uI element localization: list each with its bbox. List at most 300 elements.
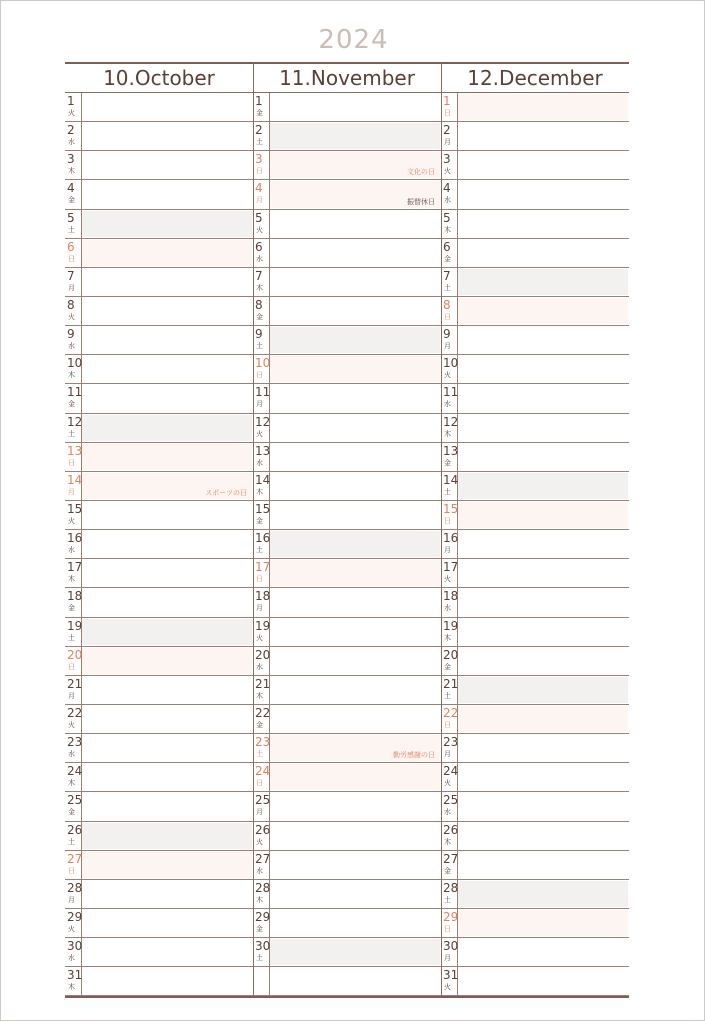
day-row[interactable] bbox=[253, 647, 441, 676]
day-row[interactable] bbox=[253, 151, 441, 180]
day-entry-area[interactable] bbox=[457, 648, 628, 674]
day-row[interactable] bbox=[65, 559, 253, 588]
day-number: 8 bbox=[67, 297, 75, 312]
day-entry-area[interactable] bbox=[81, 881, 252, 907]
day-row[interactable] bbox=[253, 297, 441, 326]
day-row[interactable] bbox=[441, 851, 629, 880]
weekday-label: 土 bbox=[256, 954, 263, 963]
day-number: 29 bbox=[67, 909, 83, 924]
day-number: 22 bbox=[255, 705, 271, 720]
day-entry-area[interactable] bbox=[269, 619, 440, 645]
weekday-label: 火 bbox=[444, 371, 451, 380]
date-column-divider bbox=[269, 151, 270, 179]
day-entry-area[interactable] bbox=[81, 181, 252, 207]
day-entry-area[interactable] bbox=[81, 823, 252, 849]
day-number: 18 bbox=[255, 589, 271, 604]
day-entry-area[interactable] bbox=[81, 793, 252, 819]
day-row[interactable] bbox=[65, 355, 253, 384]
day-entry-area[interactable] bbox=[269, 211, 440, 237]
day-entry-area[interactable] bbox=[269, 444, 440, 470]
day-row[interactable] bbox=[65, 938, 253, 967]
date-column-divider bbox=[457, 326, 458, 354]
day-entry-area[interactable] bbox=[457, 910, 628, 936]
day-number: 25 bbox=[443, 793, 459, 808]
day-row[interactable] bbox=[441, 880, 629, 909]
day-entry-area[interactable] bbox=[457, 327, 628, 353]
day-number: 24 bbox=[255, 764, 271, 779]
day-row[interactable] bbox=[441, 443, 629, 472]
day-entry-area[interactable] bbox=[81, 910, 252, 936]
day-row[interactable] bbox=[253, 355, 441, 384]
weekday-label: 水 bbox=[256, 662, 263, 671]
weekday-label: 木 bbox=[256, 283, 263, 292]
day-row[interactable] bbox=[441, 792, 629, 821]
day-row[interactable] bbox=[253, 676, 441, 705]
day-row[interactable] bbox=[253, 239, 441, 268]
day-entry-area[interactable] bbox=[269, 94, 440, 120]
day-row[interactable] bbox=[65, 443, 253, 472]
weekday-label: 月 bbox=[68, 487, 75, 496]
day-number: 24 bbox=[443, 764, 459, 779]
day-row[interactable] bbox=[65, 851, 253, 880]
day-entry-area[interactable] bbox=[457, 706, 628, 732]
day-row[interactable] bbox=[65, 297, 253, 326]
day-number: 30 bbox=[67, 939, 83, 954]
day-entry-area[interactable] bbox=[269, 356, 440, 382]
day-entry-area[interactable] bbox=[269, 123, 440, 149]
day-number: 3 bbox=[67, 152, 75, 167]
day-entry-area[interactable] bbox=[269, 473, 440, 499]
day-row[interactable] bbox=[441, 268, 629, 297]
day-entry-area[interactable] bbox=[457, 123, 628, 149]
day-entry-area[interactable] bbox=[457, 852, 628, 878]
day-number: 11 bbox=[443, 385, 459, 400]
day-row[interactable] bbox=[65, 734, 253, 763]
weekday-label: 月 bbox=[256, 400, 263, 409]
day-entry-area[interactable] bbox=[269, 240, 440, 266]
day-row[interactable] bbox=[65, 239, 253, 268]
day-number: 18 bbox=[443, 589, 459, 604]
date-column-divider bbox=[81, 326, 82, 354]
month-header: 10.October bbox=[103, 66, 215, 90]
day-number: 14 bbox=[255, 472, 271, 487]
day-number: 16 bbox=[255, 531, 271, 546]
day-number: 9 bbox=[443, 327, 451, 342]
day-row[interactable] bbox=[441, 559, 629, 588]
day-row[interactable] bbox=[441, 734, 629, 763]
day-entry-area[interactable] bbox=[269, 852, 440, 878]
day-entry-area[interactable] bbox=[269, 502, 440, 528]
day-row[interactable] bbox=[253, 792, 441, 821]
day-entry-area[interactable] bbox=[269, 589, 440, 615]
day-number: 12 bbox=[443, 414, 459, 429]
day-entry-area[interactable] bbox=[269, 823, 440, 849]
weekday-label: 日 bbox=[256, 779, 263, 788]
day-entry-area[interactable] bbox=[81, 415, 252, 441]
day-entry-area[interactable] bbox=[81, 269, 252, 295]
weekday-label: 土 bbox=[444, 283, 451, 292]
day-number: 6 bbox=[67, 239, 75, 254]
day-row[interactable] bbox=[441, 93, 629, 122]
day-row[interactable] bbox=[253, 822, 441, 851]
day-entry-area[interactable] bbox=[457, 531, 628, 557]
day-entry-area[interactable] bbox=[269, 677, 440, 703]
day-number: 1 bbox=[255, 94, 263, 108]
month-column-december bbox=[441, 62, 629, 998]
day-row[interactable] bbox=[65, 588, 253, 617]
day-entry-area[interactable] bbox=[81, 648, 252, 674]
day-number: 9 bbox=[67, 327, 75, 342]
day-number: 12 bbox=[67, 414, 83, 429]
day-row[interactable] bbox=[65, 122, 253, 151]
day-row[interactable] bbox=[65, 530, 253, 559]
weekday-label: 月 bbox=[256, 196, 263, 205]
day-entry-area[interactable] bbox=[81, 677, 252, 703]
weekday-label: 水 bbox=[444, 196, 451, 205]
day-entry-area[interactable] bbox=[81, 356, 252, 382]
day-entry-area[interactable] bbox=[269, 881, 440, 907]
day-entry-area[interactable] bbox=[457, 677, 628, 703]
weekday-label: 土 bbox=[256, 546, 263, 555]
day-row[interactable] bbox=[65, 326, 253, 355]
day-row[interactable] bbox=[65, 210, 253, 239]
day-row[interactable] bbox=[253, 326, 441, 355]
day-entry-area[interactable] bbox=[457, 415, 628, 441]
day-row[interactable] bbox=[253, 268, 441, 297]
weekday-label: 木 bbox=[444, 633, 451, 642]
day-number: 2 bbox=[255, 123, 263, 138]
day-entry-area[interactable] bbox=[457, 939, 628, 965]
date-column-divider bbox=[457, 151, 458, 179]
date-column-divider bbox=[81, 122, 82, 150]
day-row[interactable] bbox=[441, 938, 629, 967]
day-entry-area[interactable] bbox=[81, 852, 252, 878]
day-number: 17 bbox=[443, 560, 459, 575]
day-entry-area[interactable] bbox=[457, 269, 628, 295]
column-divider bbox=[253, 62, 254, 998]
day-number: 10 bbox=[443, 356, 459, 371]
day-row[interactable] bbox=[253, 180, 441, 209]
day-row[interactable] bbox=[65, 472, 253, 501]
day-entry-area[interactable] bbox=[457, 823, 628, 849]
day-entry-area[interactable] bbox=[269, 706, 440, 732]
day-entry-area[interactable] bbox=[81, 735, 252, 761]
day-number: 29 bbox=[443, 909, 459, 924]
day-number: 31 bbox=[67, 968, 83, 983]
day-row[interactable] bbox=[65, 967, 253, 996]
day-row[interactable] bbox=[441, 355, 629, 384]
day-row[interactable] bbox=[253, 705, 441, 734]
day-row[interactable] bbox=[65, 705, 253, 734]
day-entry-area[interactable] bbox=[457, 764, 628, 790]
day-entry-area[interactable] bbox=[269, 910, 440, 936]
day-entry-area[interactable] bbox=[81, 968, 252, 994]
month-header: 12.December bbox=[467, 66, 603, 90]
weekday-label: 日 bbox=[444, 720, 451, 729]
day-number: 22 bbox=[67, 705, 83, 720]
month-column-november bbox=[253, 62, 441, 998]
day-entry-area[interactable] bbox=[457, 181, 628, 207]
date-column-divider bbox=[457, 297, 458, 325]
weekday-label: 木 bbox=[256, 691, 263, 700]
day-entry-area[interactable] bbox=[457, 560, 628, 586]
date-column-divider bbox=[81, 239, 82, 267]
day-entry-area[interactable] bbox=[81, 560, 252, 586]
day-number: 13 bbox=[255, 443, 271, 458]
weekday-label: 金 bbox=[256, 924, 263, 933]
day-row[interactable] bbox=[441, 588, 629, 617]
day-number: 14 bbox=[67, 472, 83, 487]
day-entry-area[interactable] bbox=[81, 240, 252, 266]
day-row[interactable] bbox=[253, 443, 441, 472]
date-column-divider bbox=[269, 239, 270, 267]
day-row[interactable] bbox=[65, 151, 253, 180]
date-column-divider bbox=[81, 268, 82, 296]
day-row[interactable] bbox=[441, 151, 629, 180]
day-number: 4 bbox=[255, 181, 263, 196]
weekday-label: 金 bbox=[444, 254, 451, 263]
day-entry-area[interactable] bbox=[81, 619, 252, 645]
day-row[interactable] bbox=[253, 501, 441, 530]
day-row[interactable] bbox=[253, 851, 441, 880]
day-row[interactable] bbox=[441, 384, 629, 413]
date-column-divider bbox=[81, 151, 82, 179]
day-row[interactable] bbox=[441, 180, 629, 209]
day-row[interactable] bbox=[441, 414, 629, 443]
day-entry-area[interactable] bbox=[457, 619, 628, 645]
day-row[interactable] bbox=[441, 501, 629, 530]
day-entry-area[interactable] bbox=[457, 94, 628, 120]
date-column-divider bbox=[81, 180, 82, 208]
weekday-label: 水 bbox=[256, 254, 263, 263]
day-row[interactable] bbox=[441, 676, 629, 705]
day-entry-area[interactable] bbox=[269, 764, 440, 790]
day-number: 1 bbox=[443, 94, 451, 108]
day-number: 5 bbox=[443, 210, 451, 225]
day-row[interactable] bbox=[253, 618, 441, 647]
day-entry-area[interactable] bbox=[457, 298, 628, 324]
day-row[interactable] bbox=[441, 909, 629, 938]
day-number: 17 bbox=[67, 560, 83, 575]
date-column-divider bbox=[457, 122, 458, 150]
date-column-divider bbox=[457, 210, 458, 238]
day-number: 21 bbox=[443, 676, 459, 691]
day-entry-area[interactable] bbox=[81, 385, 252, 411]
day-entry-area[interactable] bbox=[81, 94, 252, 120]
day-entry-area[interactable] bbox=[81, 706, 252, 732]
day-number: 29 bbox=[255, 909, 271, 924]
day-entry-area[interactable] bbox=[269, 298, 440, 324]
weekday-label: 土 bbox=[68, 429, 75, 438]
day-number: 28 bbox=[443, 880, 459, 895]
calendar-grid bbox=[65, 62, 629, 998]
date-column-divider bbox=[457, 239, 458, 267]
day-entry-area[interactable] bbox=[81, 589, 252, 615]
month-header: 11.November bbox=[279, 66, 415, 90]
day-number: 26 bbox=[255, 822, 271, 837]
day-row[interactable] bbox=[253, 530, 441, 559]
day-row[interactable] bbox=[65, 880, 253, 909]
day-row[interactable] bbox=[441, 297, 629, 326]
day-row[interactable] bbox=[65, 763, 253, 792]
day-row[interactable] bbox=[253, 734, 441, 763]
day-row[interactable] bbox=[253, 93, 441, 122]
day-row[interactable] bbox=[65, 268, 253, 297]
day-number: 8 bbox=[255, 297, 263, 312]
day-row[interactable] bbox=[253, 384, 441, 413]
day-row[interactable] bbox=[441, 822, 629, 851]
day-entry-area[interactable] bbox=[457, 881, 628, 907]
day-entry-area[interactable] bbox=[457, 152, 628, 178]
day-rows bbox=[253, 93, 441, 996]
day-number: 23 bbox=[443, 735, 459, 750]
day-entry-area[interactable] bbox=[81, 764, 252, 790]
day-number: 12 bbox=[255, 414, 271, 429]
day-entry-area[interactable] bbox=[269, 269, 440, 295]
date-column-divider bbox=[269, 122, 270, 150]
day-row[interactable] bbox=[253, 414, 441, 443]
day-row[interactable] bbox=[253, 588, 441, 617]
day-entry-area[interactable] bbox=[457, 735, 628, 761]
weekday-label: 火 bbox=[444, 575, 451, 584]
day-entry-area[interactable] bbox=[457, 473, 628, 499]
day-number: 14 bbox=[443, 472, 459, 487]
weekday-label: 日 bbox=[256, 575, 263, 584]
day-row[interactable] bbox=[253, 763, 441, 792]
day-row[interactable] bbox=[253, 967, 441, 996]
day-row[interactable] bbox=[65, 501, 253, 530]
weekday-label: 水 bbox=[68, 546, 75, 555]
weekday-label: 火 bbox=[68, 109, 75, 117]
weekday-label: 日 bbox=[444, 312, 451, 321]
day-entry-area[interactable] bbox=[269, 385, 440, 411]
weekday-label: 土 bbox=[256, 750, 263, 759]
day-number: 30 bbox=[255, 939, 271, 954]
day-number: 3 bbox=[255, 152, 263, 167]
day-entry-area[interactable] bbox=[81, 444, 252, 470]
day-row[interactable] bbox=[441, 122, 629, 151]
day-number: 25 bbox=[67, 793, 83, 808]
day-entry-area[interactable] bbox=[269, 415, 440, 441]
day-row[interactable] bbox=[65, 180, 253, 209]
day-entry-area[interactable] bbox=[81, 123, 252, 149]
day-entry-area[interactable] bbox=[457, 444, 628, 470]
day-row[interactable] bbox=[253, 938, 441, 967]
holiday-label: 振替休日 bbox=[407, 197, 435, 206]
day-row[interactable] bbox=[441, 618, 629, 647]
day-number: 19 bbox=[443, 618, 459, 633]
day-entry-area[interactable] bbox=[269, 939, 440, 965]
day-entry-area[interactable] bbox=[81, 939, 252, 965]
weekday-label: 月 bbox=[444, 342, 451, 351]
day-number: 6 bbox=[255, 239, 263, 254]
day-row[interactable] bbox=[253, 909, 441, 938]
day-number: 10 bbox=[67, 356, 83, 371]
weekday-label: 土 bbox=[256, 342, 263, 351]
day-row[interactable] bbox=[441, 647, 629, 676]
day-entry-area[interactable] bbox=[457, 211, 628, 237]
weekday-label: 月 bbox=[444, 138, 451, 147]
weekday-label: 水 bbox=[256, 458, 263, 467]
day-entry-area[interactable] bbox=[457, 968, 628, 994]
day-row[interactable] bbox=[65, 792, 253, 821]
weekday-label: 日 bbox=[444, 109, 451, 117]
day-row[interactable] bbox=[441, 210, 629, 239]
date-column-divider bbox=[269, 297, 270, 325]
day-row[interactable] bbox=[65, 414, 253, 443]
day-entry-area[interactable] bbox=[81, 502, 252, 528]
day-entry-area[interactable] bbox=[457, 385, 628, 411]
day-number: 5 bbox=[255, 210, 263, 225]
day-entry-area[interactable] bbox=[269, 968, 440, 994]
day-row[interactable] bbox=[65, 676, 253, 705]
day-number: 3 bbox=[443, 152, 451, 167]
month-column-october bbox=[65, 62, 253, 998]
day-row[interactable] bbox=[65, 618, 253, 647]
day-row[interactable] bbox=[441, 705, 629, 734]
day-number: 30 bbox=[443, 939, 459, 954]
day-row[interactable] bbox=[441, 326, 629, 355]
day-row[interactable] bbox=[253, 122, 441, 151]
day-row[interactable] bbox=[65, 822, 253, 851]
day-number: 23 bbox=[67, 735, 83, 750]
day-entry-area[interactable] bbox=[457, 240, 628, 266]
holiday-label: スポーツの日 bbox=[205, 488, 247, 497]
day-row[interactable] bbox=[441, 763, 629, 792]
day-entry-area[interactable] bbox=[457, 589, 628, 615]
day-row[interactable] bbox=[441, 472, 629, 501]
day-row[interactable] bbox=[65, 909, 253, 938]
weekday-label: 水 bbox=[68, 342, 75, 351]
day-row[interactable] bbox=[253, 880, 441, 909]
day-number: 13 bbox=[67, 443, 83, 458]
day-number: 4 bbox=[67, 181, 75, 196]
day-entry-area[interactable] bbox=[269, 327, 440, 353]
weekday-label: 火 bbox=[444, 983, 451, 992]
day-number: 19 bbox=[255, 618, 271, 633]
weekday-label: 土 bbox=[68, 633, 75, 642]
weekday-label: 月 bbox=[256, 604, 263, 613]
weekday-label: 金 bbox=[256, 516, 263, 525]
day-entry-area[interactable] bbox=[457, 793, 628, 819]
day-row[interactable] bbox=[441, 239, 629, 268]
day-row[interactable] bbox=[441, 530, 629, 559]
weekday-label: 木 bbox=[444, 837, 451, 846]
day-entry-area[interactable] bbox=[269, 531, 440, 557]
day-entry-area[interactable] bbox=[457, 356, 628, 382]
day-row[interactable] bbox=[65, 647, 253, 676]
day-row[interactable] bbox=[441, 967, 629, 996]
day-entry-area[interactable] bbox=[269, 793, 440, 819]
day-entry-area[interactable] bbox=[81, 327, 252, 353]
day-entry-area[interactable] bbox=[81, 152, 252, 178]
weekday-label: 水 bbox=[68, 954, 75, 963]
day-row[interactable] bbox=[65, 384, 253, 413]
date-column-divider bbox=[81, 93, 82, 121]
day-row[interactable] bbox=[253, 472, 441, 501]
day-entry-area[interactable] bbox=[81, 211, 252, 237]
day-entry-area[interactable] bbox=[457, 502, 628, 528]
day-number: 10 bbox=[255, 356, 271, 371]
day-row[interactable] bbox=[253, 210, 441, 239]
day-entry-area[interactable] bbox=[81, 298, 252, 324]
day-row[interactable] bbox=[253, 559, 441, 588]
day-number: 21 bbox=[255, 676, 271, 691]
day-row[interactable] bbox=[65, 93, 253, 122]
day-entry-area[interactable] bbox=[81, 531, 252, 557]
day-entry-area[interactable] bbox=[269, 560, 440, 586]
day-entry-area[interactable] bbox=[269, 648, 440, 674]
